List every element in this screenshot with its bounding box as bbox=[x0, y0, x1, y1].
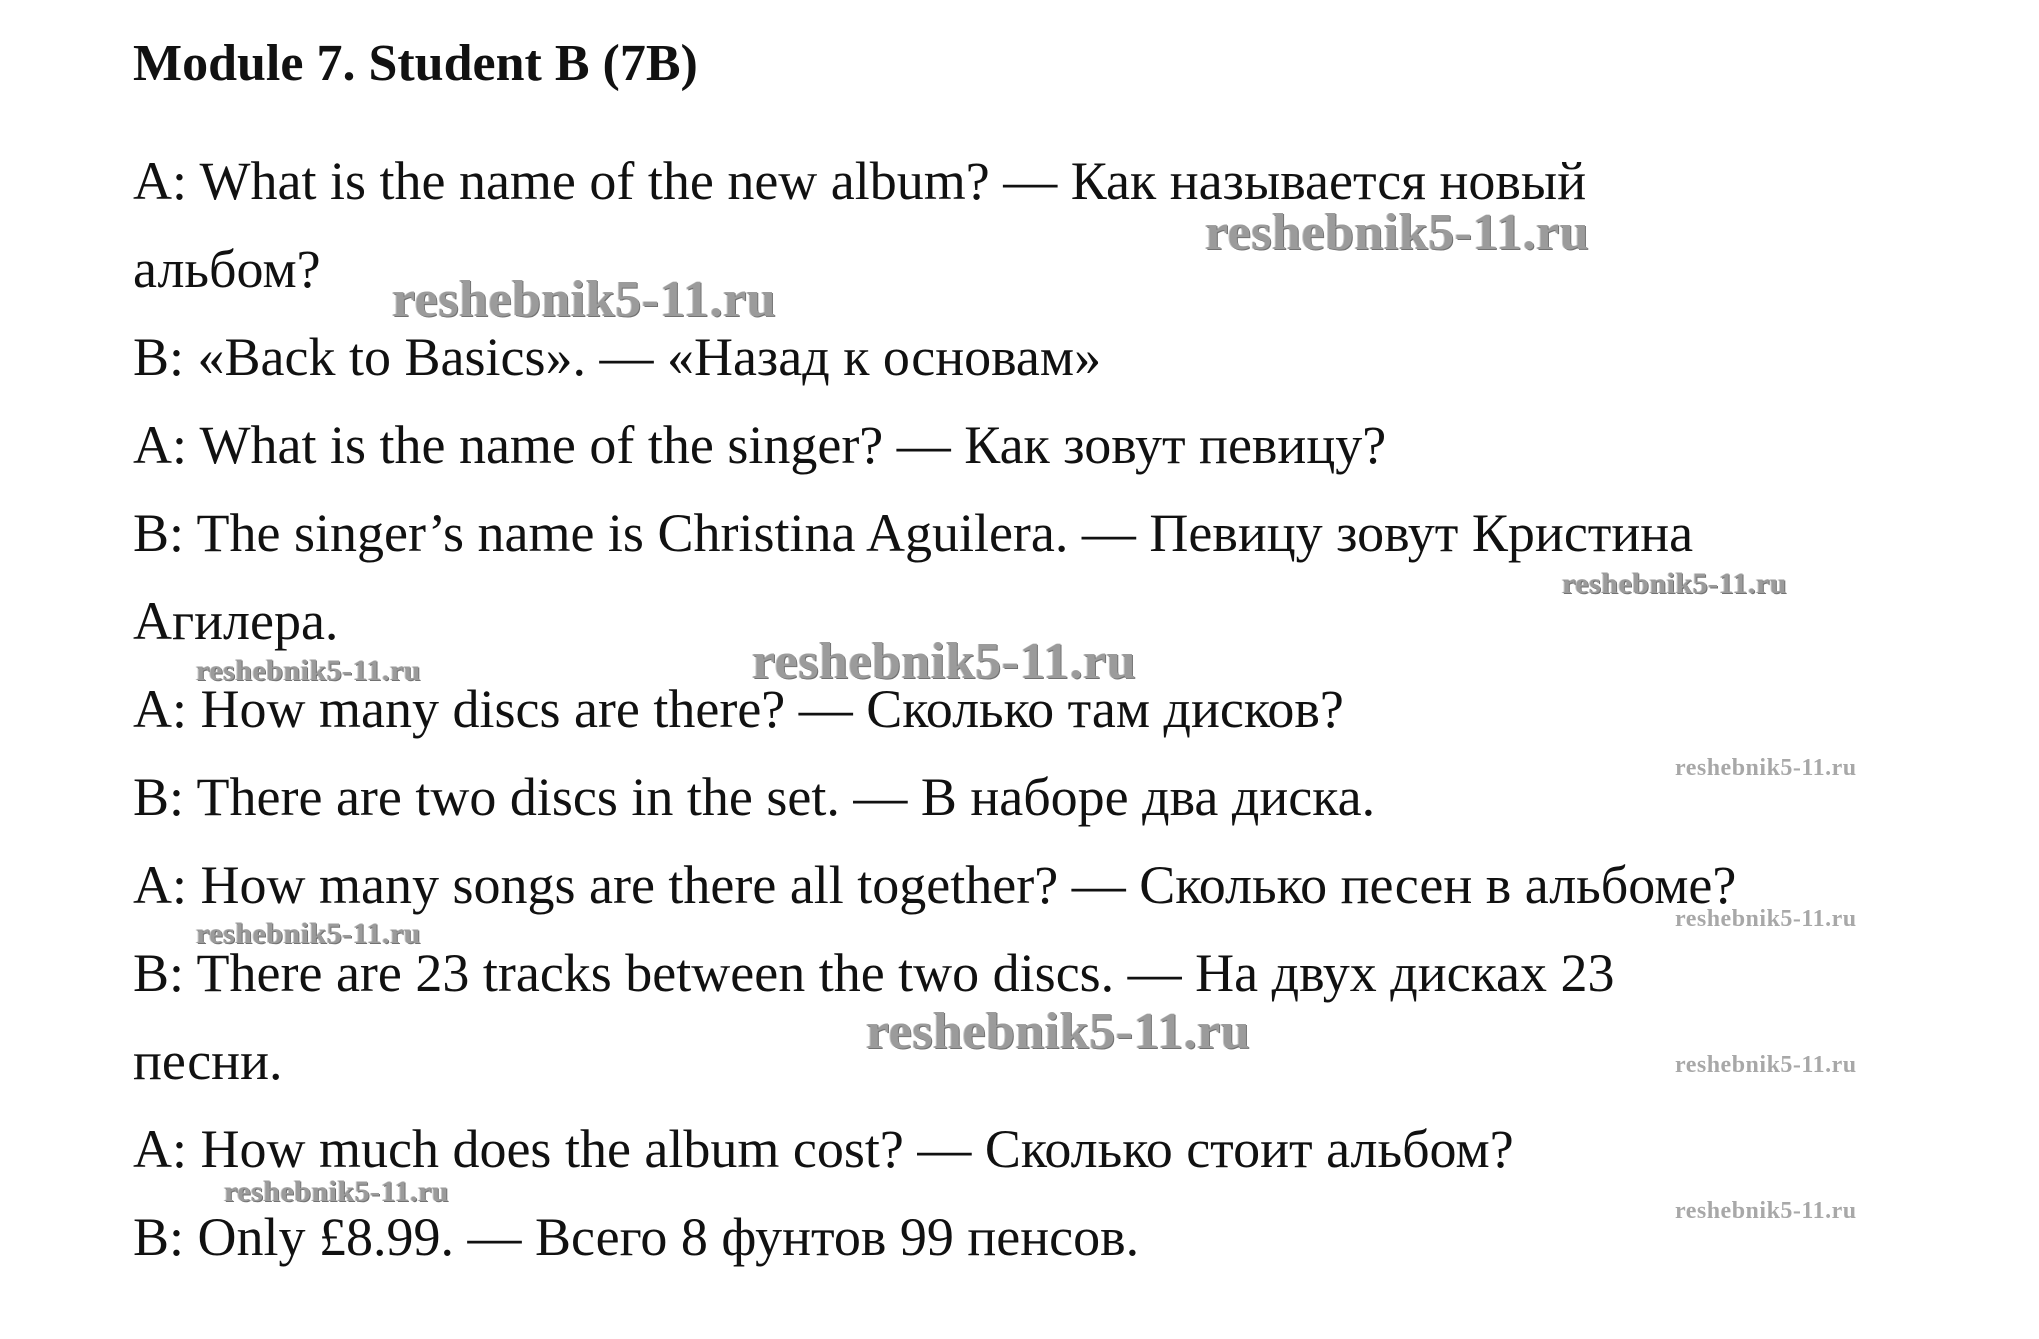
dialogue-line: A: How many songs are there all together? — Сколько песен в альбоме? bbox=[133, 855, 1737, 915]
dialogue-line: Агилера. bbox=[133, 591, 339, 651]
dialogue-line: B: «Back to Basics». — «Назад к основам» bbox=[133, 327, 1102, 387]
watermark: reshebnik5-11.ru bbox=[1675, 1052, 1857, 1078]
watermark: reshebnik5-11.ru bbox=[1675, 755, 1857, 781]
dialogue-line: A: What is the name of the new album? — Как называется новый bbox=[133, 151, 1587, 211]
dialogue-line: B: There are 23 tracks between the two discs. — На двух дисках 23 bbox=[133, 943, 1615, 1003]
page-title: Module 7. Student B (7B) bbox=[133, 35, 698, 92]
watermark: reshebnik5-11.ru bbox=[1675, 906, 1857, 932]
watermark: reshebnik5-11.ru bbox=[1205, 204, 1590, 261]
watermark: reshebnik5-11.ru bbox=[224, 1175, 449, 1208]
dialogue-line: A: What is the name of the singer? — Как зовут певицу? bbox=[133, 415, 1387, 475]
watermark: reshebnik5-11.ru bbox=[866, 1003, 1251, 1060]
dialogue-line: песни. bbox=[133, 1031, 283, 1091]
dialogue-line: A: How much does the album cost? — Сколько стоит альбом? bbox=[133, 1119, 1514, 1179]
watermark: reshebnik5-11.ru bbox=[1675, 1198, 1857, 1224]
dialogue-line: B: Only £8.99. — Всего 8 фунтов 99 пенсов. bbox=[133, 1207, 1140, 1267]
watermark: reshebnik5-11.ru bbox=[392, 271, 777, 328]
watermark: reshebnik5-11.ru bbox=[196, 917, 421, 950]
dialogue-line: B: There are two discs in the set. — В наборе два диска. bbox=[133, 767, 1376, 827]
watermark: reshebnik5-11.ru bbox=[196, 654, 421, 687]
watermark: reshebnik5-11.ru bbox=[1562, 567, 1787, 600]
watermark: reshebnik5-11.ru bbox=[752, 633, 1137, 690]
dialogue-line: A: How many discs are there? — Сколько там дисков? bbox=[133, 679, 1344, 739]
dialogue-line: альбом? bbox=[133, 239, 321, 299]
dialogue-line: B: The singer’s name is Christina Aguilera. — Певицу зовут Кристина bbox=[133, 503, 1694, 563]
